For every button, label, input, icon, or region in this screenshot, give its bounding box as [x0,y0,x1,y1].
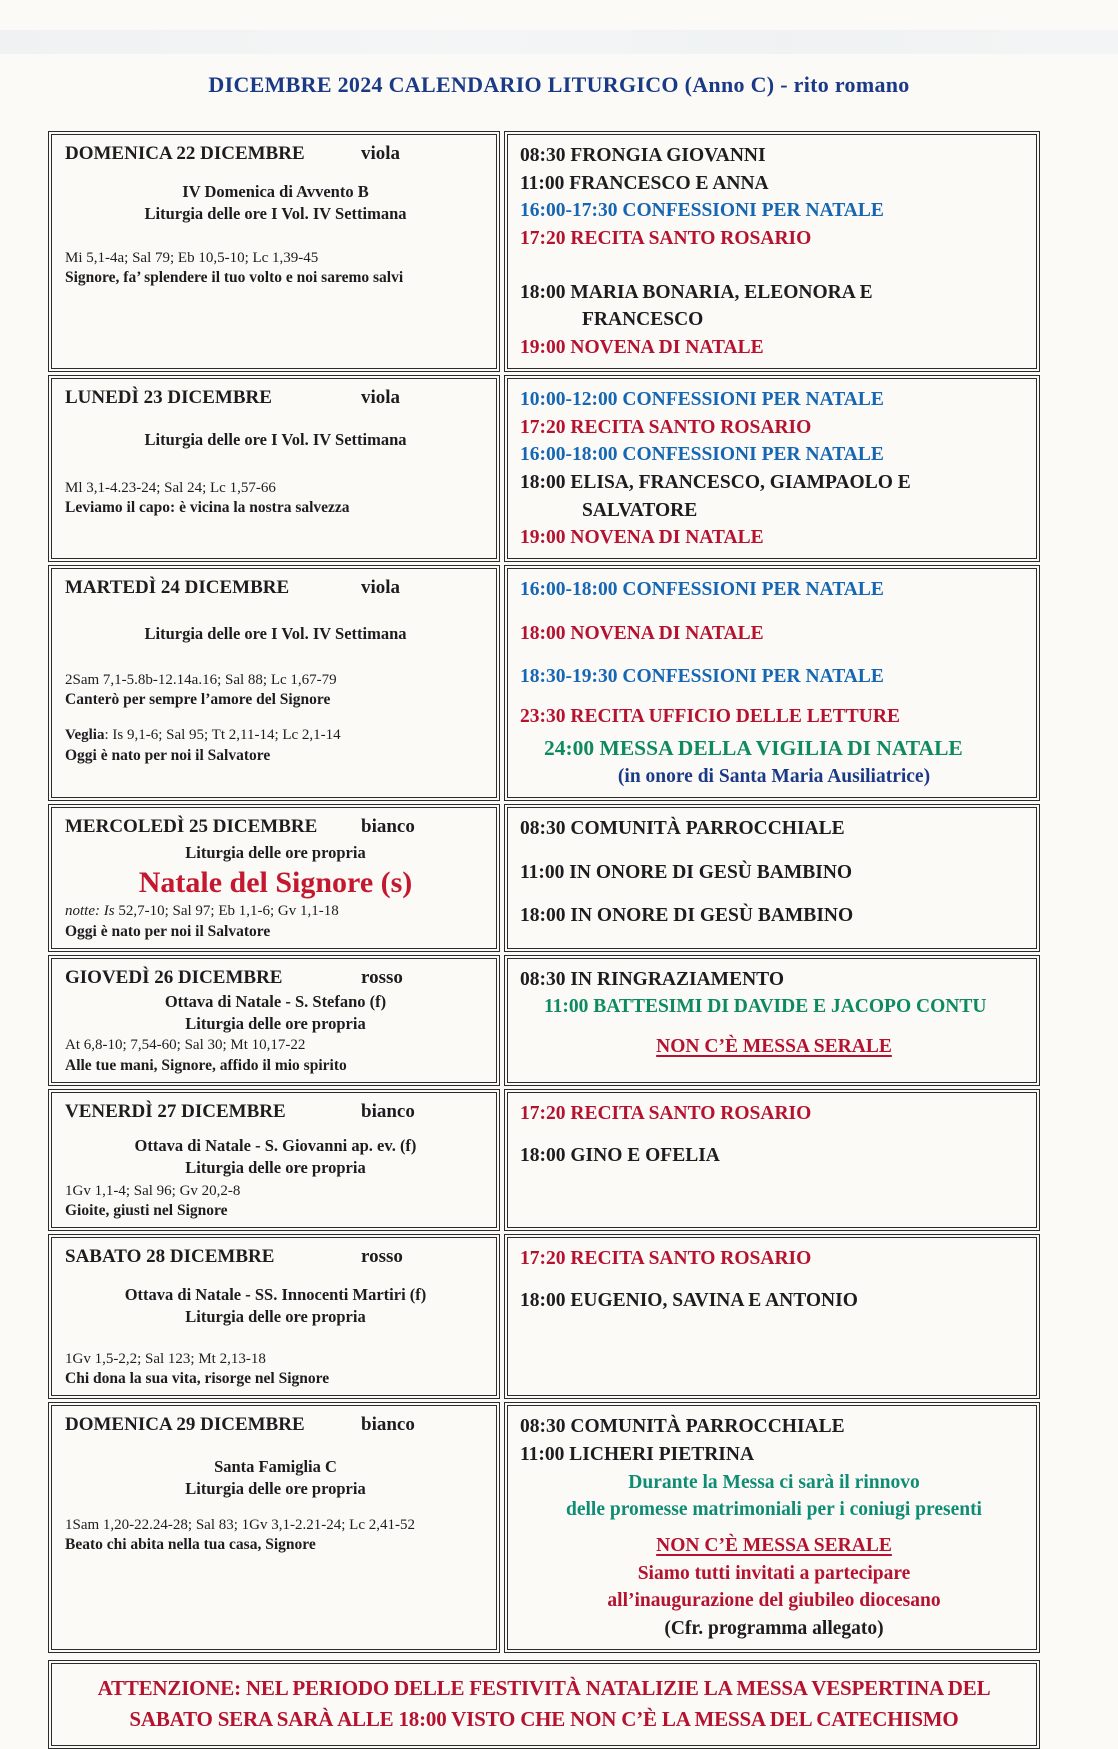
day-header [65,1414,486,1436]
event-line: 18:00 ELISA, FRANCESCO, GIAMPAOLO E [520,471,911,493]
event-line: 17:20 RECITA SANTO ROSARIO [520,416,812,438]
day-header [65,143,486,165]
readings-refs: Mi 5,1-4a; Sal 79; Eb 10,5-10; Lc 1,39-45 [65,249,319,266]
day-info-cell [48,1234,500,1399]
readings-block [65,1036,486,1076]
liturgy-lines [65,842,486,864]
liturgical-color-label: bianco [361,1100,415,1122]
day-schedule-cell [504,565,1040,801]
liturgical-color-label: viola [361,576,401,598]
liturgy-line: Liturgia delle ore I Vol. IV Settimana [144,203,407,223]
readings-response: Chi dona la sua vita, risorge nel Signore [65,1370,330,1388]
attention-line: ATTENZIONE: NEL PERIODO DELLE FESTIVITÀ NATALIZIE LA MESSA VESPERTINA DEL [97,1675,991,1700]
event-line: 17:20 RECITA SANTO ROSARIO [520,1248,812,1270]
day-header [65,1101,486,1123]
event-line: 18:00 NOVENA DI NATALE [520,622,764,644]
readings-block [65,671,486,711]
liturgical-color-label: rosso [361,1246,403,1268]
day-name: DOMENICA 29 DICEMBRE [65,1414,305,1436]
event-line: 18:00 GINO E OFELIA [520,1144,720,1166]
event-line: 17:20 RECITA SANTO ROSARIO [520,228,812,250]
liturgy-lines [65,181,486,225]
readings-response: Alle tue mani, Signore, affido il mio spirito [65,1056,347,1074]
day-header [65,577,486,599]
readings-response: Leviamo il capo: è vicina la nostra salvezza [65,499,350,517]
liturgy-lines [65,1135,486,1179]
event-line: 16:00-18:00 CONFESSIONI PER NATALE [520,444,884,466]
readings-block [65,902,486,942]
readings-response: Gioite, giusti nel Signore [65,1202,228,1219]
event-line: all’inaugurazione del giubileo diocesano [607,1590,941,1612]
liturgy-line: Ottava di Natale - S. Stefano (f) [164,991,387,1011]
readings-response: Beato chi abita nella tua casa, Signore [65,1536,316,1554]
event-line: Durante la Messa ci sarà il rinnovo [628,1471,920,1493]
event-line: delle promesse matrimoniali per i coniugi presenti [566,1499,982,1521]
event-line: 08:30 COMUNITÀ PARROCCHIALE [520,817,845,839]
day-info-cell [48,131,500,372]
day-name: MERCOLEDÌ 25 DICEMBRE [65,815,318,837]
event-line: 10:00-12:00 CONFESSIONI PER NATALE [520,388,884,410]
event-line: (in onore di Santa Maria Ausiliatrice) [617,766,931,788]
liturgy-line: Liturgia delle ore I Vol. IV Settimana [144,623,407,643]
readings-response: Canterò per sempre l’amore del Signore [65,691,331,709]
day-schedule-cell [504,1089,1040,1231]
readings-block [65,1516,486,1556]
liturgy-line: Liturgia delle ore propria [185,842,366,862]
liturgy-line: Liturgia delle ore propria [185,1157,366,1177]
day-header [65,387,486,409]
liturgical-color-label: bianco [361,815,415,837]
liturgy-line: Ottava di Natale - SS. Innocenti Martiri (f) [124,1285,427,1305]
liturgy-line: Ottava di Natale - S. Giovanni ap. ev. (f) [134,1135,417,1155]
day-header [65,816,486,838]
readings-response: Oggi è nato per noi il Salvatore [65,922,271,940]
liturgy-lines [65,623,486,645]
event-line: Siamo tutti invitati a partecipare [637,1562,911,1584]
readings-block [65,479,486,519]
event-line: NON C’È MESSA SERALE [656,1535,892,1557]
event-line: 08:30 COMUNITÀ PARROCCHIALE [520,1416,845,1438]
liturgy-lines [65,1284,486,1328]
readings-refs: 1Sam 1,20-22.24-28; Sal 83; 1Gv 3,1-2.21-24; Lc 2,41-52 [65,1516,415,1533]
day-name: SABATO 28 DICEMBRE [65,1246,275,1268]
event-line: 18:30-19:30 CONFESSIONI PER NATALE [520,666,884,688]
event-line: 18:00 MARIA BONARIA, ELEONORA E [520,281,873,303]
day-header [65,1246,486,1268]
readings-block [65,249,486,289]
liturgy-line: Santa Famiglia C [214,1457,337,1477]
liturgy-lines [65,429,486,451]
readings-block [65,1182,486,1222]
day-row-mercoledi-25 [48,804,1040,952]
readings-refs: Ml 3,1-4.23-24; Sal 24; Lc 1,57-66 [65,479,276,496]
day-row-martedi-24 [48,565,1040,801]
feast-name: Natale del Signore (s) [138,865,413,899]
liturgy-lines [65,991,486,1035]
day-info-cell [48,1402,500,1653]
event-line: 16:00-17:30 CONFESSIONI PER NATALE [520,200,884,222]
event-line: 23:30 RECITA UFFICIO DELLE LETTURE [520,706,900,727]
day-name: MARTEDÌ 24 DICEMBRE [65,576,290,598]
liturgy-line: IV Domenica di Avvento B [182,182,369,201]
day-schedule-cell [504,131,1040,372]
readings-refs: notte: Is 52,7-10; Sal 97; Eb 1,1-6; Gv 1,1-18 [65,903,339,920]
liturgy-line: Liturgia delle ore propria [185,1306,366,1326]
scan-artifact-band [0,30,1118,54]
day-schedule-cell [504,1402,1040,1653]
calendar-table [48,131,1040,1749]
day-row-domenica-29 [48,1402,1040,1653]
event-line: 11:00 IN ONORE DI GESÙ BAMBINO [520,861,853,883]
readings-response: Oggi è nato per noi il Salvatore [65,746,271,764]
readings-refs: Veglia: Is 9,1-6; Sal 95; Tt 2,11-14; Lc 2,1-14 [65,727,341,744]
day-row-sabato-28 [48,1234,1040,1399]
day-schedule-cell [504,1234,1040,1399]
day-row-giovedi-26 [48,955,1040,1086]
liturgical-color-label: viola [361,143,401,164]
event-line: 08:30 FRONGIA GIOVANNI [520,145,766,166]
event-line: (Cfr. programma allegato) [664,1618,884,1640]
attention-notice [48,1660,1040,1749]
readings-prefix: Veglia [65,727,105,744]
readings-refs: 1Gv 1,5-2,2; Sal 123; Mt 2,13-18 [65,1350,266,1367]
readings-refs: At 6,8-10; 7,54-60; Sal 30; Mt 10,17-22 [65,1037,306,1054]
liturgy-line: Liturgia delle ore propria [185,1013,366,1033]
day-info-cell [48,565,500,801]
event-line-continuation: FRANCESCO [582,309,704,331]
page-title: DICEMBRE 2024 CALENDARIO LITURGICO (Anno C) - rito romano [208,72,910,97]
event-line: NON C’È MESSA SERALE [656,1036,892,1058]
readings-prefix: notte: Is [65,903,115,920]
day-name: DOMENICA 22 DICEMBRE [65,143,305,164]
day-header [65,967,486,989]
day-schedule-cell [504,955,1040,1086]
event-line: 11:00 LICHERI PIETRINA [520,1444,755,1465]
event-line: 17:20 RECITA SANTO ROSARIO [520,1102,812,1124]
readings-block-veglia [65,726,486,766]
liturgy-line: Liturgia delle ore I Vol. IV Settimana [144,429,407,449]
day-info-cell [48,955,500,1086]
day-row-domenica-22 [48,131,1040,372]
day-name: VENERDÌ 27 DICEMBRE [65,1100,286,1122]
event-line: 08:30 IN RINGRAZIAMENTO [520,968,784,990]
day-row-venerdi-27 [48,1089,1040,1231]
attention-line: SABATO SERA SARÀ ALLE 18:00 VISTO CHE NON C’È LA MESSA DEL CATECHISMO [129,1707,959,1732]
readings-refs: 2Sam 7,1-5.8b-12.14a.16; Sal 88; Lc 1,67-79 [65,671,337,688]
day-schedule-cell [504,375,1040,562]
day-info-cell [48,1089,500,1231]
liturgical-color-label: rosso [361,966,403,988]
event-line: 11:00 BATTESIMI DI DAVIDE E JACOPO CONTU [544,996,987,1018]
liturgy-lines [65,1456,486,1500]
readings-response: Signore, fa’ splendere il tuo volto e noi saremo salvi [65,269,404,287]
event-line: 19:00 NOVENA DI NATALE [520,527,764,549]
event-line-continuation: SALVATORE [582,499,698,521]
day-info-cell [48,804,500,952]
day-name: LUNEDÌ 23 DICEMBRE [65,386,272,408]
readings-block [65,1350,486,1390]
event-line: 18:00 EUGENIO, SAVINA E ANTONIO [520,1289,858,1311]
day-schedule-cell [504,804,1040,952]
day-info-cell [48,375,500,562]
event-line: 24:00 MESSA DELLA VIGILIA DI NATALE [544,735,963,760]
liturgy-line: Liturgia delle ore propria [185,1479,366,1499]
liturgical-color-label: bianco [361,1414,415,1436]
event-line: 18:00 IN ONORE DI GESÙ BAMBINO [520,905,854,927]
event-line: 19:00 NOVENA DI NATALE [520,337,764,359]
day-name: GIOVEDÌ 26 DICEMBRE [65,966,283,988]
event-line: 16:00-18:00 CONFESSIONI PER NATALE [520,578,884,600]
readings-refs: 1Gv 1,1-4; Sal 96; Gv 20,2-8 [65,1182,241,1199]
event-line: 11:00 FRANCESCO E ANNA [520,172,769,194]
liturgical-color-label: viola [361,386,401,408]
day-row-lunedi-23 [48,375,1040,562]
